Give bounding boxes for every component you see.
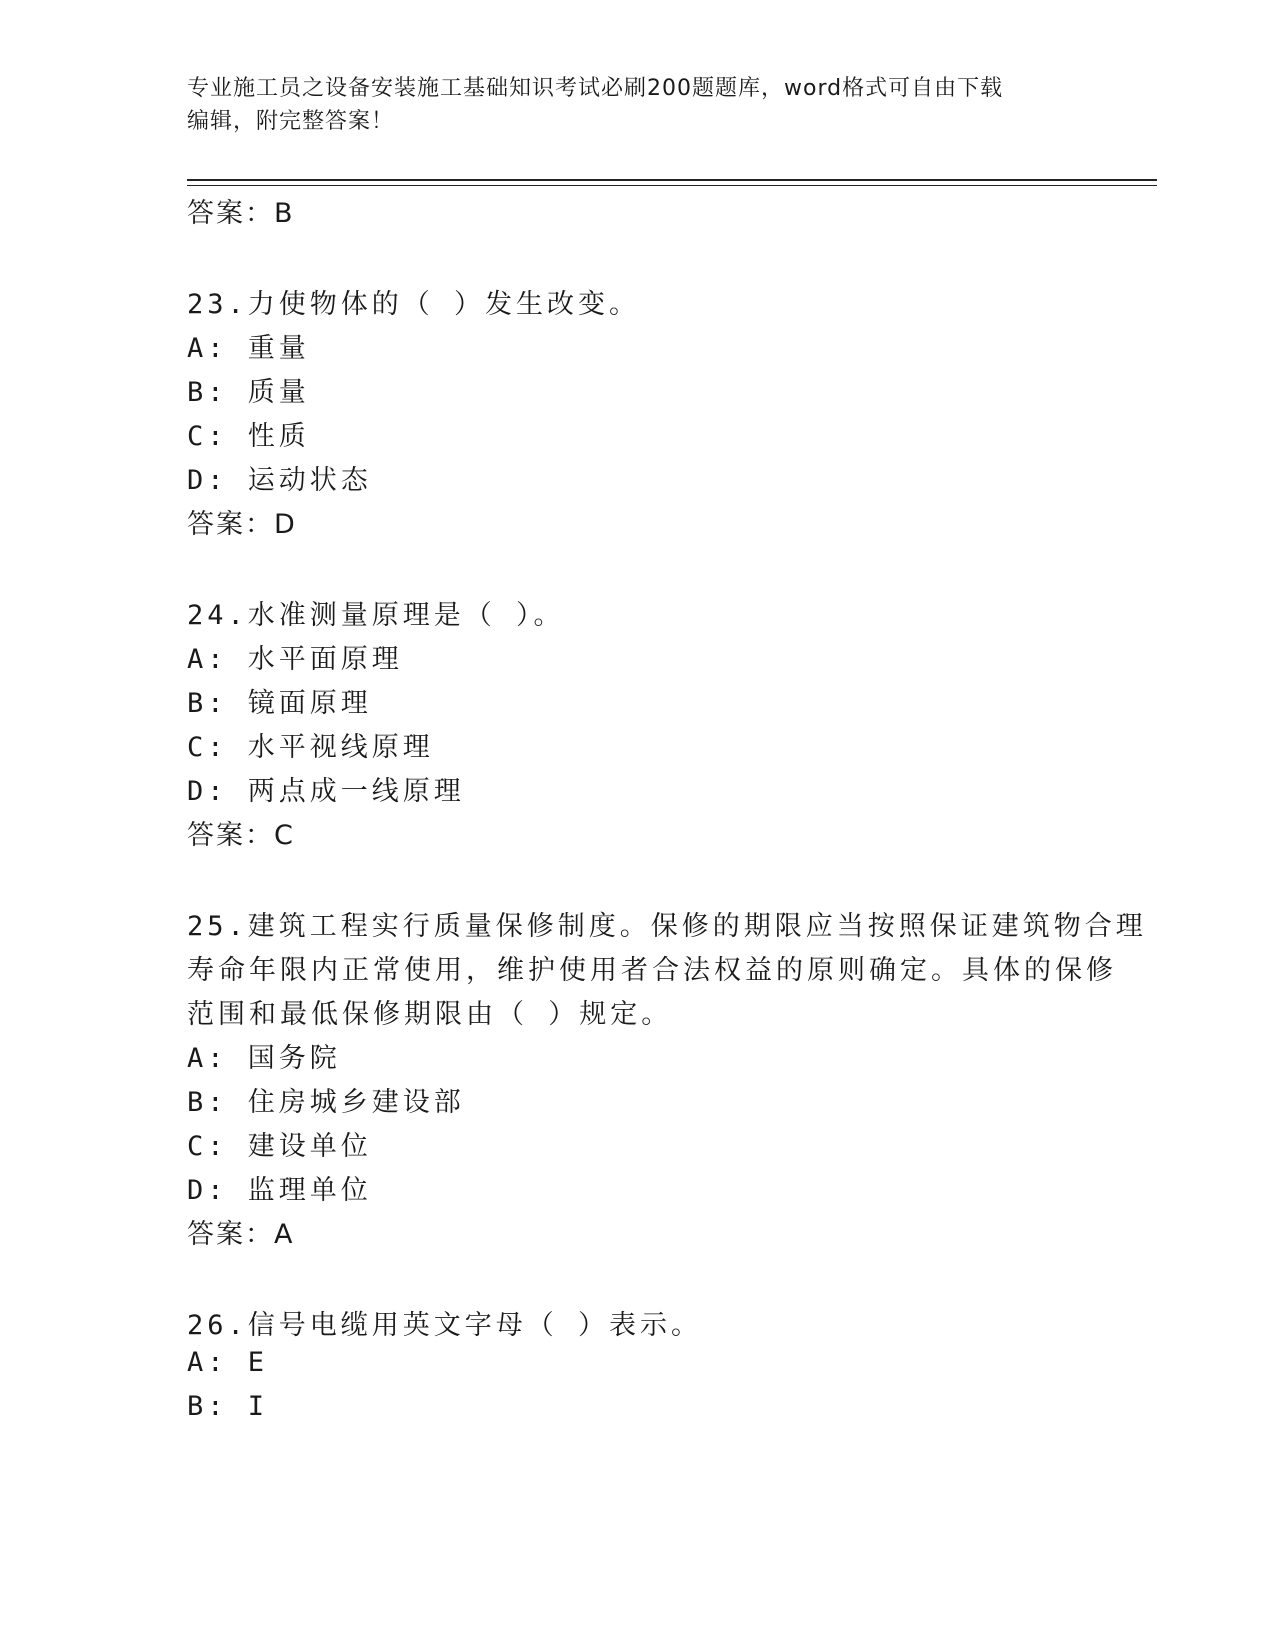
option-text: 两点成一线原理 bbox=[247, 776, 465, 807]
option-c bbox=[187, 1124, 372, 1163]
option-text: E bbox=[247, 1347, 269, 1378]
question-text: 信号电缆用英文字母（ ）表示。 bbox=[247, 1310, 703, 1341]
question-text-line-1: 建筑工程实行质量保修制度。保修的期限应当按照保证建筑物合理 bbox=[247, 911, 1147, 942]
answer-line: 答案：D bbox=[187, 509, 297, 540]
question-23 bbox=[187, 282, 640, 321]
option-a bbox=[187, 326, 310, 365]
question-26 bbox=[187, 1303, 702, 1342]
option-text: 性质 bbox=[247, 421, 310, 452]
answer-line: 答案：C bbox=[187, 820, 295, 851]
option-b bbox=[187, 1080, 465, 1119]
option-c bbox=[187, 725, 434, 764]
question-25 bbox=[187, 904, 1147, 943]
option-b bbox=[187, 1391, 268, 1422]
option-b bbox=[187, 370, 310, 409]
option-label: A: bbox=[187, 1043, 228, 1074]
option-a bbox=[187, 637, 403, 676]
option-d bbox=[187, 769, 465, 808]
option-text: 质量 bbox=[247, 377, 310, 408]
option-a bbox=[187, 1036, 341, 1075]
option-text: 国务院 bbox=[247, 1043, 341, 1074]
header-line-1: 专业施工员之设备安装施工基础知识考试必刷200题题库，word格式可自由下载 bbox=[187, 76, 1004, 101]
option-label: B: bbox=[187, 688, 228, 719]
option-text: 建设单位 bbox=[247, 1131, 372, 1162]
header-divider-thick bbox=[187, 179, 1157, 181]
option-label: D: bbox=[187, 776, 228, 807]
option-label: B: bbox=[187, 1391, 228, 1422]
question-text: 力使物体的（ ）发生改变。 bbox=[247, 289, 641, 320]
document-header bbox=[187, 72, 1087, 138]
question-number: 26. bbox=[187, 1310, 248, 1341]
option-text: 住房城乡建设部 bbox=[247, 1087, 465, 1118]
option-b bbox=[187, 681, 372, 720]
question-text-line-3: 范围和最低保修期限由（ ）规定。 bbox=[187, 999, 673, 1030]
question-text-line-2: 寿命年限内正常使用，维护使用者合法权益的原则确定。具体的保修 bbox=[187, 955, 1117, 986]
question-number: 23. bbox=[187, 289, 248, 320]
option-label: C: bbox=[187, 732, 228, 763]
option-text: 重量 bbox=[247, 333, 310, 364]
option-label: D: bbox=[187, 465, 228, 496]
option-a bbox=[187, 1347, 268, 1378]
question-24 bbox=[187, 593, 565, 632]
option-label: C: bbox=[187, 1131, 228, 1162]
option-c bbox=[187, 414, 310, 453]
option-label: B: bbox=[187, 1087, 228, 1118]
answer-line: 答案：A bbox=[187, 1219, 295, 1250]
option-label: C: bbox=[187, 421, 228, 452]
option-text: 镜面原理 bbox=[247, 688, 372, 719]
option-d bbox=[187, 1168, 372, 1207]
option-label: B: bbox=[187, 377, 228, 408]
option-text: 水平面原理 bbox=[247, 644, 403, 675]
question-number: 25. bbox=[187, 911, 248, 942]
header-line-2: 编辑，附完整答案！ bbox=[187, 109, 395, 134]
question-number: 24. bbox=[187, 600, 248, 631]
option-text: I bbox=[247, 1391, 269, 1422]
option-text: 水平视线原理 bbox=[247, 732, 434, 763]
option-label: A: bbox=[187, 333, 228, 364]
option-label: A: bbox=[187, 1347, 228, 1378]
option-text: 运动状态 bbox=[247, 465, 372, 496]
option-d bbox=[187, 458, 372, 497]
header-divider-thin bbox=[187, 185, 1157, 186]
option-label: A: bbox=[187, 644, 228, 675]
option-text: 监理单位 bbox=[247, 1175, 372, 1206]
answer-line: 答案：B bbox=[187, 198, 295, 229]
question-text: 水准测量原理是（ ）。 bbox=[247, 600, 565, 631]
option-label: D: bbox=[187, 1175, 228, 1206]
